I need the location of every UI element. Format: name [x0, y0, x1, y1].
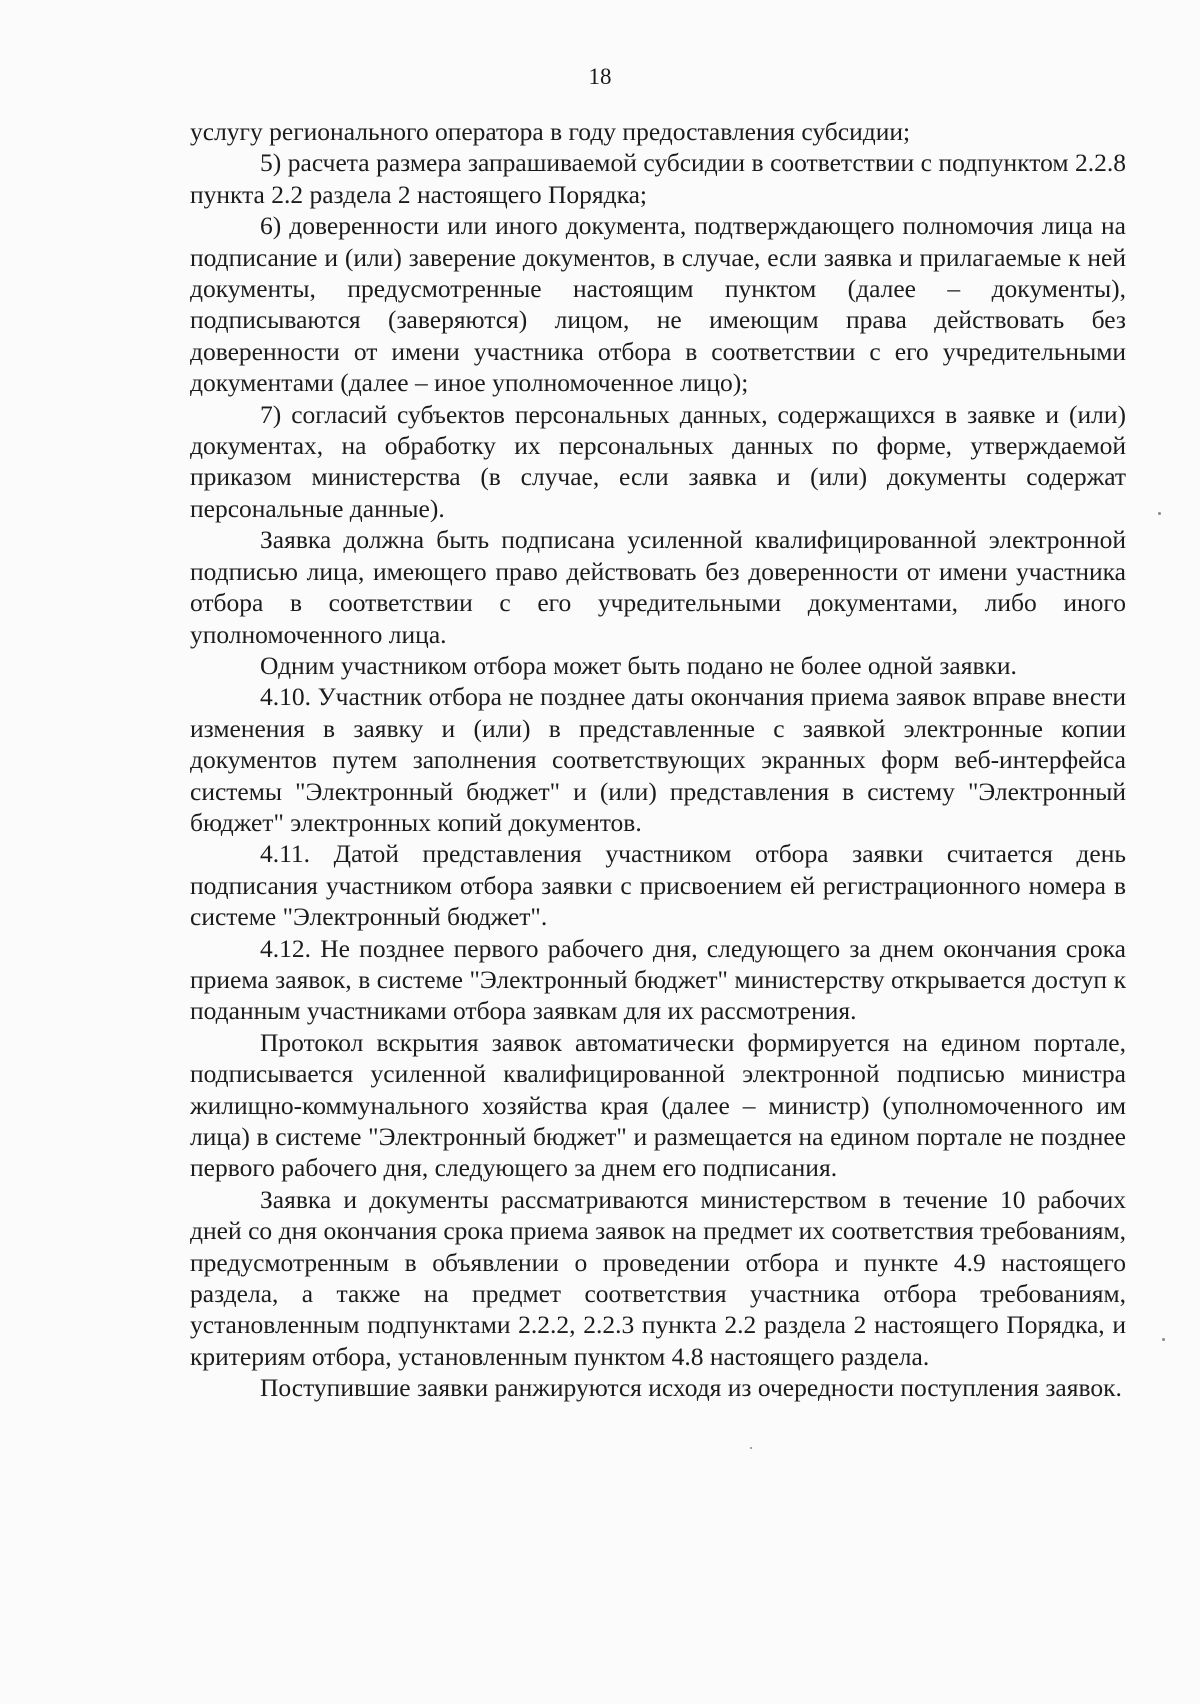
paragraph-signature: Заявка должна быть подписана усиленной квалифицированной электронной подписью лица, имеющего право действовать без доверенности от имени участника отбора в соответствии с его учредительными документами, либо иного уполномоченного лица.	[190, 525, 1126, 649]
paragraph-4-10: 4.10. Участник отбора не позднее даты окончания приема заявок вправе внести изменения в заявку и (или) в представленные с заявкой электронные копии документов путем заполнения соответствующих экранных форм веб-интерфейса системы "Электронный бюджет" и (или) представления в систему "Электронный бюджет" электронных копий документов.	[190, 682, 1126, 837]
paragraph-continuation: услугу регионального оператора в году предоставления субсидии;	[190, 117, 911, 146]
scan-speck	[750, 1447, 752, 1449]
paragraph-item-6: 6) доверенности или иного документа, подтверждающего полномочия лица на подписание и (или) заверение документов, в случае, если заявка и прилагаемые к ней документы, предусмотренные настоящим пунктом (далее – документы), подписываются (заверяются) лицом, не имеющим права действовать без доверенности от имени участника отбора в соответствии с его учредительными документами (далее – иное уполномоченное лицо);	[190, 211, 1126, 398]
paragraph-4-11: 4.11. Датой представления участником отбора заявки считается день подписания участником отбора заявки с присвоением ей регистрационного номера в системе "Электронный бюджет".	[190, 839, 1126, 932]
paragraph-review: Заявка и документы рассматриваются министерством в течение 10 рабочих дней со дня окончания срока приема заявок на предмет их соответствия требованиям, предусмотренным в объявлении о проведении отбора и пункте 4.9 настоящего раздела, а также на предмет соответствия участника отбора требованиям, установленным подпунктами 2.2.2, 2.2.3 пункта 2.2 раздела 2 настоящего Порядка, и критериям отбора, установленным пунктом 4.8 настоящего раздела.	[190, 1184, 1126, 1371]
paragraph-item-7: 7) согласий субъектов персональных данных, содержащихся в заявке и (или) документах, на обработку их персональных данных по форме, утверждаемой приказом министерства (в случае, если заявка и (или) документы содержат персональные данные).	[190, 399, 1126, 523]
document-body	[190, 116, 1126, 1404]
scan-speck	[1158, 512, 1161, 515]
paragraph-one-application: Одним участником отбора может быть подано не более одной заявки.	[260, 650, 1017, 680]
page-number: 18	[588, 64, 612, 89]
paragraph-4-12: 4.12. Не позднее первого рабочего дня, следующего за днем окончания срока приема заявок, в системе "Электронный бюджет" министерству открывается доступ к поданным участниками отбора заявкам для их рассмотрения.	[190, 933, 1126, 1026]
paragraph-item-5: 5) расчета размера запрашиваемой субсидии в соответствии с подпунктом 2.2.8 пункта 2.2 раздела 2 настоящего Порядка;	[190, 148, 1126, 209]
paragraph-protocol: Протокол вскрытия заявок автоматически формируется на едином портале, подписывается усиленной квалифицированной электронной подписью министра жилищно-коммунального хозяйства края (далее – министр) (уполномоченного им лица) в системе "Электронный бюджет" и размещается на едином портале не позднее первого рабочего дня, следующего за днем его подписания.	[190, 1027, 1126, 1183]
scan-speck	[1162, 1338, 1165, 1341]
paragraph-ranking: Поступившие заявки ранжируются исходя из очередности поступления заявок.	[260, 1373, 1122, 1403]
